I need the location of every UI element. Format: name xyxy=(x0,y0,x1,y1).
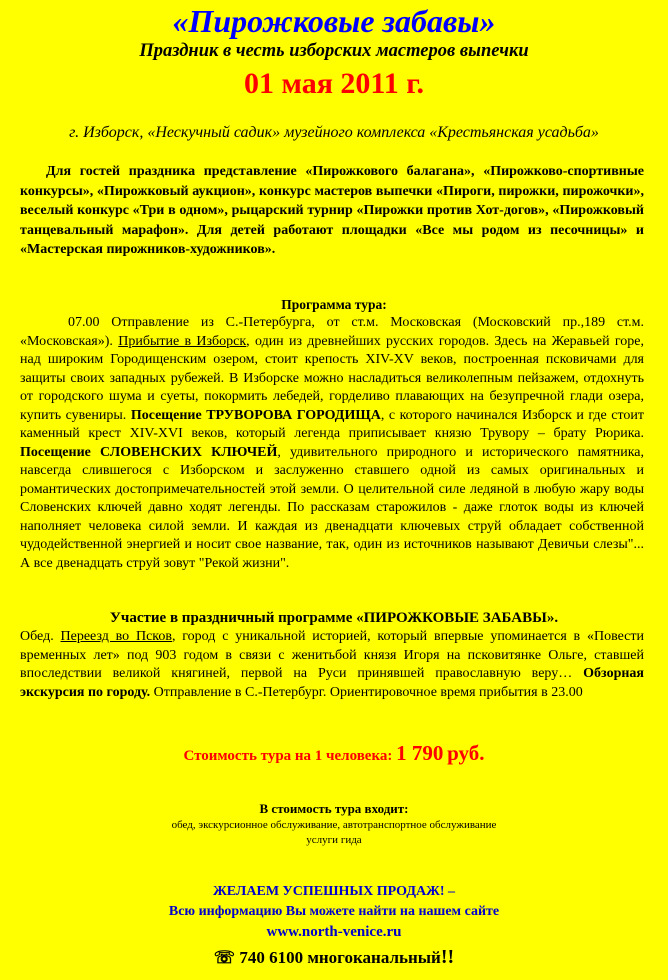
intro-paragraph xyxy=(20,162,644,260)
includes-line-1: обед, экскурсионное обслуживание, автотранспортное обслуживание xyxy=(171,819,497,831)
includes-heading: В стоимость тура входит: xyxy=(259,801,409,816)
price-label: Стоимость тура на 1 человека: xyxy=(183,748,393,764)
festival-heading: Участие в праздничный программе «ПИРОЖКОВЫЕ ЗАБАВЫ». xyxy=(109,610,559,626)
program-heading: Программа тура: xyxy=(281,297,387,312)
phone-icon: ☏ xyxy=(213,948,236,967)
event-subtitle: Праздник в честь изборских мастеров выпечки xyxy=(139,41,529,61)
festival-body xyxy=(20,628,644,702)
price-line xyxy=(0,740,668,769)
arrival-link[interactable]: Прибытие в Изборск xyxy=(118,333,247,349)
footer-wish xyxy=(0,882,668,922)
visit-slovenian-title: Посещение СЛОВЕНСКИХ КЛЮЧЕЙ xyxy=(20,444,278,460)
info-text: Всю информацию Вы можете найти на нашем сайте xyxy=(168,904,500,919)
visit-truvor-text: , с которого начинался Изборск и где стоит каменный крест XIV-XVI веков, который легенда приписывает князю Трувору – брату Рюрика. xyxy=(20,407,645,441)
program-body xyxy=(20,314,644,573)
intro-text: Для гостей праздника представление «Пирожкового балагана», «Пирожково-спортивные конкурсы», «Пирожковый аукцион», конкурс мастеров выпечки «Пироги, пирожки, пирожочки», веселый конкурс «Три в одном», рыцарский турнир «Пирожки против Хот-догов», «Пирожковый танцевальный марафон». Для детей работают площадки «Все мы родом из песочницы» и «Мастерская пирожников-художников». xyxy=(20,164,644,257)
phone-line xyxy=(0,944,668,971)
includes-list xyxy=(0,818,668,848)
program-departure: 07.00 Отправление из С.-Петербурга, от ст.м. Московская (Московский пр.,189 ст.м. «Московская»). xyxy=(20,315,644,349)
website-link[interactable]: www.north-venice.ru xyxy=(266,924,402,940)
event-place: г. Изборск, «Нескучный садик» музейного комплекса «Крестьянская усадьба» xyxy=(69,124,599,141)
visit-truvor-title: Посещение ТРУВОРОВА ГОРОДИЩА xyxy=(130,407,381,423)
visit-slovenian-text: , удивительного природного и исторического памятника, навсегда слившегося с Изборском и заслуженно ставшего одной из самых оригинальных и романтических достопримечательностей этой земли. О целительной силе ледяной в любую жару воды Словенских ключей давно ходят легенды. По рассказам старожилов - даже глоток воды из ключей наполняет человека силой земли. И каждая из двенадцати ключевых струй обладает собственной чудодейственной энергией и носит свое название, так, один из источников называют Девичьи слезы"... А все двенадцать струй зовут "Рекой жизни". xyxy=(20,444,645,571)
event-date: 01 мая 2011 г. xyxy=(243,67,425,100)
program-izborsk-text: , один из древнейших русских городов. Здесь на Жеравьей горе, над широким Городищенским озером, стоит крепость XIV-XV веков, построенная псковичами для защиты своих западных рубежей. В Изборске можно насладиться великолепным пейзажем, отдохнуть от городского шума и суеты, покормить лебедей, горделиво плавающих на безупречной глади озера, купить сувениры. xyxy=(20,333,644,423)
phone-exclamation: !! xyxy=(440,946,455,968)
return-text: Отправление в С.-Петербург. Ориентировочное время прибытия в 23.00 xyxy=(150,684,583,700)
transfer-link[interactable]: Переезд во Псков xyxy=(60,629,172,644)
event-title: «Пирожковые забавы» xyxy=(172,3,496,39)
pskov-text: , город с уникальной историей, который впервые упоминается в «Повести временных лет» под 903 годом в связи с женитьбой князя Игоря на псковитянке Ольге, ставшей впоследствии великой княгиней, первой на Руси принявшей православную веру… xyxy=(20,629,644,681)
lunch-text: Обед. xyxy=(20,629,61,644)
phone-number: 740 6100 многоканальный xyxy=(239,948,441,967)
price-amount: 1 790 xyxy=(396,741,444,765)
city-tour-title: Обзорная экскурсия по городу. xyxy=(20,666,645,700)
price-currency: руб. xyxy=(447,741,485,765)
wish-text: ЖЕЛАЕМ УСПЕШНЫХ ПРОДАЖ! – xyxy=(212,884,456,899)
includes-line-2: услуги гида xyxy=(306,834,362,846)
